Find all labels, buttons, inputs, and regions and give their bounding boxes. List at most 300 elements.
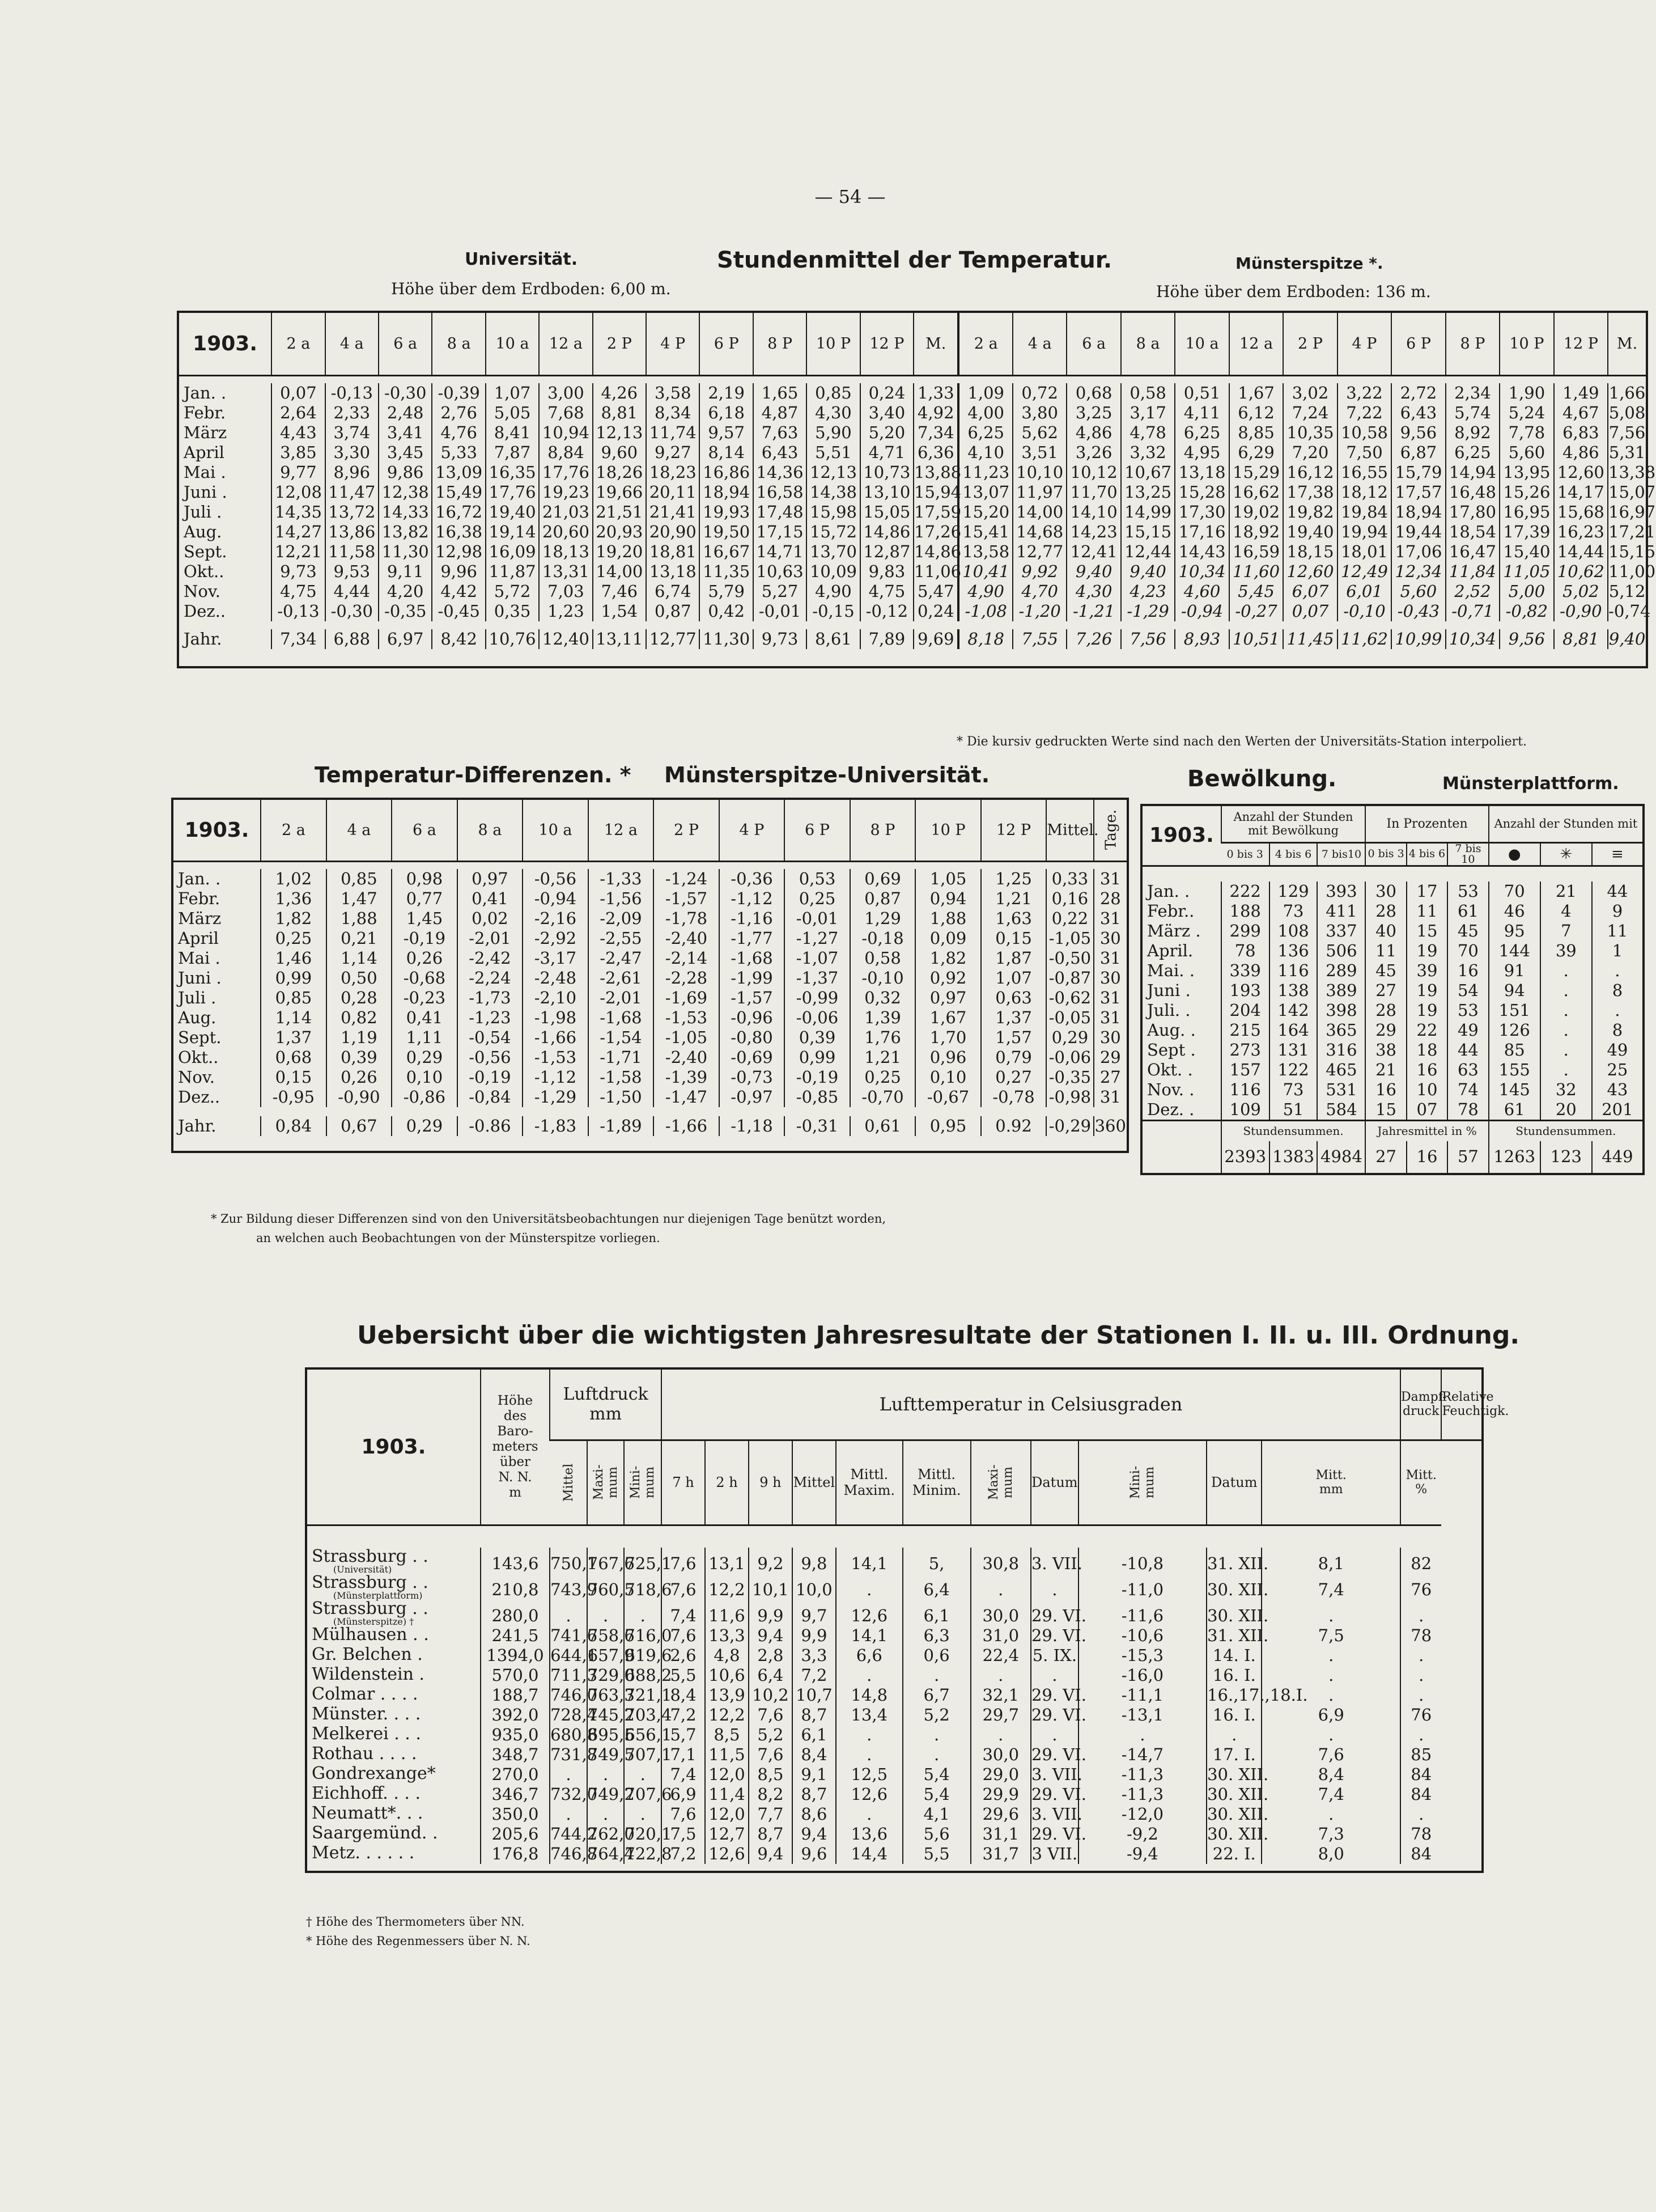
- diff-cell: -0,99: [784, 988, 850, 1008]
- univ-cell: 2,48: [379, 403, 432, 423]
- diff-cell: -0,31: [784, 1116, 850, 1136]
- month-label: Aug.: [184, 522, 222, 541]
- summary-cell: 205,6: [481, 1824, 550, 1844]
- univ-cell: 8,42: [432, 629, 485, 649]
- muenster-cell: 17,39: [1500, 522, 1553, 542]
- muenster-cell: 12,60: [1554, 463, 1608, 482]
- station-row: [306, 1666, 1483, 1685]
- summary-cell: -13,1: [1078, 1705, 1207, 1725]
- diff-hour-header: 12 P: [981, 799, 1047, 861]
- univ-cell: 13,88: [914, 463, 962, 482]
- muenster-cell: 7,56: [1121, 629, 1175, 649]
- table-row: [172, 929, 1128, 948]
- diff-cell: 29: [1094, 1048, 1128, 1067]
- summary-cell: 762,0: [587, 1824, 635, 1844]
- diff-cell: -0,78: [981, 1087, 1047, 1107]
- summary-table: [305, 1367, 1509, 1873]
- diff-cell: -1,83: [523, 1116, 588, 1136]
- univ-cell: 16,38: [432, 522, 485, 542]
- diff-cell: 1,88: [915, 909, 981, 929]
- univ-cell: 9,83: [860, 562, 914, 582]
- summary-cell: 725,1: [624, 1548, 661, 1574]
- univ-cell: 6,18: [699, 403, 753, 423]
- summary-cell: 176,8: [481, 1844, 550, 1864]
- table-row: [1141, 921, 1644, 941]
- muenster-cell: 15,28: [1175, 482, 1229, 502]
- univ-cell: 11,30: [379, 542, 432, 562]
- cloud-cell: 39: [1407, 961, 1447, 981]
- summary-cell: 9,4: [792, 1824, 836, 1844]
- cloud-cell: 8: [1592, 1020, 1644, 1040]
- univ-cell: 9,27: [646, 443, 699, 463]
- univ-cell: 13,72: [325, 502, 379, 522]
- summary-cell: .: [836, 1804, 903, 1824]
- totals-row: [1141, 1141, 1644, 1174]
- diff-hour-header: 10 a: [523, 799, 588, 861]
- table-row: [172, 889, 1128, 909]
- diff-cell: 1,46: [261, 948, 326, 968]
- summary-cell: 9,4: [749, 1844, 792, 1864]
- station-name: Rothau . . . .: [312, 1743, 417, 1764]
- cloud-cell: 40: [1365, 921, 1406, 941]
- muenster-cell: 4,60: [1175, 582, 1229, 601]
- univ-cell: 14,00: [593, 562, 646, 582]
- diff-cell: 0,92: [915, 968, 981, 988]
- diff-cell: -1,29: [523, 1087, 588, 1107]
- summary-cell: 8,6: [792, 1804, 836, 1824]
- muenster-cell: 14,94: [1446, 463, 1500, 482]
- diff-cell: -0,56: [457, 1048, 523, 1067]
- summary-cell: .: [1400, 1725, 1441, 1745]
- univ-cell: 16,67: [699, 542, 753, 562]
- diff-cell: 0,21: [326, 929, 392, 948]
- summary-cell: 657,9: [587, 1645, 635, 1665]
- muenster-cell: 10,67: [1121, 463, 1175, 482]
- summary-cell: .: [624, 1600, 661, 1626]
- muenster-cell: 17,57: [1391, 482, 1445, 502]
- muenster-cell: 4,30: [1067, 582, 1120, 601]
- table-row: [1141, 961, 1644, 981]
- univ-cell: -0,13: [271, 601, 325, 621]
- table-row: [178, 423, 1647, 443]
- percent-range-header: 4 bis 6: [1407, 842, 1447, 866]
- cloud-cell: 16: [1447, 961, 1488, 981]
- muenster-cell: 10,34: [1446, 629, 1500, 649]
- cloud-cell: 29: [1365, 1020, 1406, 1040]
- station-name: Strassburg . .: [312, 1572, 428, 1592]
- station-name-cell: [306, 1705, 481, 1725]
- summary-cell: 8,5: [749, 1765, 792, 1785]
- univ-cell: 19,93: [699, 502, 753, 522]
- cloud-table: [1140, 804, 1645, 1175]
- temp-subheader: Maxi- mum: [971, 1440, 1031, 1525]
- summary-cell: 14. I.: [1207, 1646, 1262, 1666]
- muenster-cell: 7,50: [1337, 443, 1391, 463]
- univ-cell: 2,19: [699, 383, 753, 403]
- muenster-cell: 6,43: [1391, 403, 1445, 423]
- total-cell: 57: [1447, 1141, 1488, 1174]
- summary-cell: .: [1031, 1574, 1078, 1600]
- summary-cell: 619,6: [625, 1645, 672, 1665]
- station-name: Metz. . . . . .: [312, 1842, 415, 1863]
- univ-hour-header: 2 P: [593, 312, 646, 375]
- summary-cell: 17. I.: [1207, 1745, 1262, 1765]
- diff-cell: 31: [1094, 869, 1128, 889]
- univ-cell: 18,81: [646, 542, 699, 562]
- diff-cell: 0,97: [457, 869, 523, 889]
- cloud-cell: 8: [1592, 981, 1644, 1001]
- summary-cell: 5,7: [661, 1725, 705, 1745]
- diff-cell: 31: [1094, 988, 1128, 1008]
- temp-table-title: Stundenmittel der Temperatur.: [717, 247, 1113, 273]
- table-row: [1141, 1040, 1644, 1060]
- summary-cell: 9,9: [749, 1600, 792, 1626]
- summary-cell: 13,4: [836, 1705, 903, 1725]
- univ-cell: 16,35: [486, 463, 539, 482]
- summary-cell: 29,9: [971, 1785, 1031, 1804]
- diff-cell: -0,50: [1046, 948, 1093, 968]
- univ-cell: 14,33: [379, 502, 432, 522]
- muenster-cell: 18,92: [1229, 522, 1283, 542]
- muenster-cell: 17,80: [1446, 502, 1500, 522]
- muenster-cell: 6,83: [1554, 423, 1608, 443]
- diff-cell: 31: [1094, 909, 1128, 929]
- summary-cell: 764,4: [587, 1844, 635, 1863]
- summary-cell: 7,2: [661, 1844, 705, 1864]
- diff-cell: 30: [1094, 1028, 1128, 1048]
- summary-cell: 30. XII.: [1207, 1764, 1269, 1784]
- diff-cell: -1,58: [588, 1067, 654, 1087]
- summary-cell: -9,4: [1078, 1844, 1207, 1864]
- cloud-cell: 19: [1407, 1001, 1447, 1020]
- summary-cell: 1394,0: [481, 1646, 550, 1666]
- mun-hour-header: 12 P: [1554, 312, 1608, 375]
- muenster-cell: -0,43: [1391, 601, 1445, 621]
- summary-cell: 30. XII.: [1207, 1824, 1269, 1844]
- mun-hour-header: 4 P: [1337, 312, 1391, 375]
- univ-cell: 15,72: [806, 522, 860, 542]
- summary-cell: .: [624, 1804, 661, 1824]
- univ-cell: 12,08: [271, 482, 325, 502]
- summary-cell: 7,2: [661, 1705, 705, 1725]
- diff-cell: 1,39: [850, 1008, 916, 1028]
- univ-cell: 9,73: [753, 629, 806, 649]
- cloud-range-header: 4 bis 6: [1269, 842, 1318, 866]
- temp-subheader: Mittel: [792, 1440, 836, 1525]
- cloud-title: Bewölkung.: [1187, 766, 1337, 792]
- cloud-cell: 25: [1592, 1060, 1644, 1080]
- diff-cell: 1,14: [261, 1008, 326, 1028]
- univ-cell: 20,60: [539, 522, 592, 542]
- muenster-cell: 15,40: [1500, 542, 1553, 562]
- diff-cell: 30: [1094, 968, 1128, 988]
- summary-cell: .: [1262, 1666, 1400, 1685]
- summary-cell: 0,6: [903, 1646, 971, 1666]
- summary-cell: 16.,17.,18.I.: [1207, 1685, 1308, 1705]
- muenster-cell: 9,40: [1067, 562, 1120, 582]
- summary-cell: 11,6: [705, 1600, 749, 1626]
- diff-hour-header: 10 P: [915, 799, 981, 861]
- station-row: [306, 1824, 1483, 1844]
- summary-cell: 8,2: [749, 1785, 792, 1804]
- month-label: Febr.: [184, 403, 226, 422]
- spacer-row: [172, 1107, 1128, 1116]
- diff-cell: -1,66: [523, 1028, 588, 1048]
- univ-cell: 0,07: [271, 383, 325, 403]
- summary-cell: 746,8: [550, 1844, 598, 1863]
- month-label: April: [184, 443, 224, 462]
- diff-cell: 0,28: [326, 988, 392, 1008]
- cloud-cell: 49: [1592, 1040, 1644, 1060]
- table-row: [1141, 941, 1644, 961]
- summary-cell: 5. IX.: [1031, 1646, 1078, 1666]
- univ-cell: 12,13: [593, 423, 646, 443]
- mun-hour-header: 6 a: [1067, 312, 1120, 375]
- cloud-cell: 51: [1269, 1100, 1318, 1121]
- muenster-cell: 3,25: [1067, 403, 1120, 423]
- univ-cell: 4,44: [325, 582, 379, 601]
- diff-cell: -0,06: [1046, 1048, 1093, 1067]
- diff-cell: -1,27: [784, 929, 850, 948]
- summary-cell: 7,4: [661, 1765, 705, 1785]
- cloud-subtitle: Münsterplattform.: [1442, 774, 1619, 794]
- muenster-cell: 11,60: [1229, 562, 1283, 582]
- station-name-cell: [306, 1844, 481, 1864]
- station-row: [306, 1725, 1483, 1745]
- table-row: [178, 542, 1647, 562]
- cloud-cell: 95: [1489, 921, 1540, 941]
- cloud-cell: 11: [1592, 921, 1644, 941]
- cloud-cell: 273: [1221, 1040, 1269, 1060]
- cloud-cell: .: [1540, 1020, 1592, 1040]
- univ-cell: 14,27: [271, 522, 325, 542]
- diff-cell: 0,94: [915, 889, 981, 909]
- table-row: [1141, 1060, 1644, 1080]
- univ-cell: 21,51: [593, 502, 646, 522]
- station-name-cell: [306, 1765, 481, 1785]
- diff-cell: 0,25: [784, 889, 850, 909]
- diff-cell: 1,67: [915, 1008, 981, 1028]
- summary-cell: 31. XII.: [1207, 1548, 1262, 1574]
- station-name-cell: [306, 1574, 481, 1600]
- temp-subheader: Mini- mum: [1078, 1440, 1207, 1525]
- diff-cell: 0,63: [981, 988, 1047, 1008]
- cloud-cell: 188: [1221, 901, 1269, 921]
- muenster-cell: 15,20: [958, 502, 1012, 522]
- summary-cell: .: [1262, 1600, 1400, 1626]
- mun-hour-header: 12 a: [1229, 312, 1283, 375]
- hour-sums-label: Stundensummen.: [1221, 1120, 1366, 1141]
- muenster-cell: 5,02: [1554, 582, 1608, 601]
- total-cell: 16: [1407, 1141, 1447, 1174]
- month-label: April: [178, 929, 219, 948]
- muenster-cell: 12,44: [1121, 542, 1175, 562]
- diff-title: Temperatur-Differenzen. *: [315, 762, 631, 787]
- univ-cell: 2,76: [432, 403, 485, 423]
- summary-cell: 14,4: [836, 1844, 903, 1864]
- table-row: [1141, 1001, 1644, 1020]
- summary-cell: 12,6: [705, 1844, 749, 1864]
- table-row: [1141, 1080, 1644, 1100]
- table-row: [172, 968, 1128, 988]
- muenster-cell: 8,18: [958, 629, 1012, 649]
- mun-hour-header: 10 a: [1175, 312, 1229, 375]
- summary-footnote-2: * Höhe des Regenmessers über N. N.: [306, 1934, 530, 1948]
- diff-cell: -1,57: [719, 988, 785, 1008]
- spacer-row: [306, 1525, 1483, 1548]
- muenster-cell: 0,51: [1175, 383, 1229, 403]
- muenster-cell: 3,26: [1067, 443, 1120, 463]
- summary-cell: 84: [1400, 1765, 1441, 1785]
- muenster-cell: 4,95: [1175, 443, 1229, 463]
- summary-cell: 76: [1400, 1705, 1441, 1725]
- cloud-hours-header: Anzahl der Stunden mit Bewölkung: [1221, 805, 1366, 842]
- diff-cell: -0,84: [457, 1087, 523, 1107]
- univ-cell: 5,33: [432, 443, 485, 463]
- univ-cell: 4,43: [271, 423, 325, 443]
- muenster-cell: 6,01: [1337, 582, 1391, 601]
- cloud-cell: 91: [1489, 961, 1540, 981]
- univ-cell: 1,33: [914, 383, 958, 403]
- univ-cell: 5,72: [486, 582, 539, 601]
- cloud-cell: 63: [1447, 1060, 1488, 1080]
- diff-year: 1903.: [172, 799, 261, 861]
- diff-cell: 1,37: [981, 1008, 1047, 1028]
- univ-hour-header: 4 P: [646, 312, 699, 375]
- univ-cell: 13,86: [325, 522, 379, 542]
- cloud-cell: 129: [1269, 882, 1318, 901]
- muenster-cell: -0,82: [1500, 601, 1553, 621]
- muenster-cell: 4,23: [1121, 582, 1175, 601]
- univ-cell: 3,30: [325, 443, 379, 463]
- station-row: [306, 1646, 1483, 1666]
- diff-cell: 0,95: [915, 1116, 981, 1136]
- diff-cell: -0,29: [1046, 1116, 1093, 1136]
- summary-cell: 707,1: [625, 1744, 672, 1764]
- spacer-row: [178, 375, 1647, 383]
- summary-cell: 6,9: [661, 1785, 705, 1804]
- univ-cell: 15,98: [806, 502, 860, 522]
- diff-cell: 1,45: [392, 909, 457, 929]
- cloud-cell: 506: [1317, 941, 1365, 961]
- summary-cell: .: [1262, 1646, 1400, 1666]
- spacer-row: [172, 861, 1128, 869]
- annual-mean-label: Jahresmittel in %: [1365, 1120, 1488, 1141]
- summary-cell: 8,7: [792, 1705, 836, 1725]
- univ-cell: 19,23: [539, 482, 592, 502]
- month-label: März: [178, 909, 222, 928]
- cloud-cell: 164: [1269, 1020, 1318, 1040]
- summary-cell: 656,1: [625, 1724, 672, 1744]
- cloud-cell: 411: [1317, 901, 1365, 921]
- muenster-cell: 19,82: [1283, 502, 1337, 522]
- station-name-cell: [306, 1626, 481, 1646]
- univ-cell: 15,05: [860, 502, 914, 522]
- muenster-cell: 13,95: [1500, 463, 1553, 482]
- univ-cell: 13,18: [646, 562, 699, 582]
- diff-cell: -1,33: [588, 869, 654, 889]
- diff-cell: 1,05: [915, 869, 981, 889]
- muenster-cell: 10,35: [1283, 423, 1337, 443]
- pressure-subheader: Mittel: [550, 1440, 587, 1525]
- cloud-cell: 43: [1592, 1080, 1644, 1100]
- muenster-cell: 17,06: [1391, 542, 1445, 562]
- muenster-cell: -0,90: [1554, 601, 1608, 621]
- cloud-cell: 46: [1489, 901, 1540, 921]
- summary-cell: .: [587, 1804, 625, 1824]
- muenster-cell: 12,60: [1283, 562, 1337, 582]
- station-row: [306, 1626, 1483, 1646]
- summary-cell: 7,5: [661, 1824, 705, 1844]
- univ-cell: 8,96: [325, 463, 379, 482]
- precip-hours-header: Anzahl der Stunden mit: [1489, 805, 1644, 842]
- univ-cell: 8,84: [539, 443, 592, 463]
- univ-cell: 13,70: [806, 542, 860, 562]
- univ-cell: 13,10: [860, 482, 914, 502]
- summary-cell: 143,6: [481, 1548, 550, 1574]
- muenster-cell: 15,79: [1391, 463, 1445, 482]
- diff-cell: -0,19: [392, 929, 457, 948]
- month-label: Okt. .: [1147, 1060, 1193, 1079]
- diff-cell: 1,37: [261, 1028, 326, 1048]
- summary-cell: 14,1: [836, 1626, 903, 1646]
- diff-cell: -1,18: [719, 1116, 785, 1136]
- muenster-cell: 13,18: [1175, 463, 1229, 482]
- muenster-cell: 13,25: [1121, 482, 1175, 502]
- muenster-cell: 14,23: [1067, 522, 1120, 542]
- summary-cell: 280,0: [481, 1600, 550, 1626]
- summary-cell: 30,8: [971, 1548, 1031, 1574]
- diff-cell: -3,17: [523, 948, 588, 968]
- diff-cell: 1,63: [981, 909, 1047, 929]
- diff-cell: 31: [1094, 1008, 1128, 1028]
- differences-table: [171, 798, 1129, 1153]
- univ-cell: 4,26: [593, 383, 646, 403]
- muenster-cell: 16,12: [1283, 463, 1337, 482]
- univ-cell: 21,03: [539, 502, 592, 522]
- muenster-cell: 2,34: [1446, 383, 1500, 403]
- cloud-cell: 398: [1317, 1001, 1365, 1020]
- diff-cell: 1,07: [981, 968, 1047, 988]
- diff-cell: 0,97: [915, 988, 981, 1008]
- univ-cell: 3,00: [539, 383, 592, 403]
- month-label: Aug. .: [1147, 1020, 1196, 1040]
- summary-cell: 5,4: [903, 1785, 971, 1804]
- diff-cell: 1,70: [915, 1028, 981, 1048]
- muenster-cell: 16,95: [1500, 502, 1553, 522]
- cloud-cell: 11: [1365, 941, 1406, 961]
- muenster-cell: 13,38: [1608, 463, 1656, 482]
- diff-cell: -1,50: [588, 1087, 654, 1107]
- temp-subheader: Mittl. Maxim.: [836, 1440, 903, 1525]
- diff-cell: -0,68: [392, 968, 457, 988]
- muenster-cell: 18,12: [1337, 482, 1391, 502]
- station-name: Mülhausen . .: [312, 1624, 429, 1645]
- univ-cell: 18,13: [539, 542, 592, 562]
- univ-cell: 7,34: [271, 629, 325, 649]
- table-row: [178, 443, 1647, 463]
- muenster-cell: 8,92: [1446, 423, 1500, 443]
- cloud-cell: .: [1592, 1001, 1644, 1020]
- summary-cell: 5,4: [903, 1765, 971, 1785]
- summary-cell: -11,3: [1078, 1785, 1207, 1804]
- univ-cell: 9,86: [379, 463, 432, 482]
- diff-cell: 0,85: [261, 988, 326, 1008]
- summary-cell: .: [903, 1666, 971, 1685]
- station-row: [306, 1745, 1483, 1765]
- air-pressure-header: Luftdruck mm: [550, 1368, 661, 1440]
- table-row: [172, 1008, 1128, 1028]
